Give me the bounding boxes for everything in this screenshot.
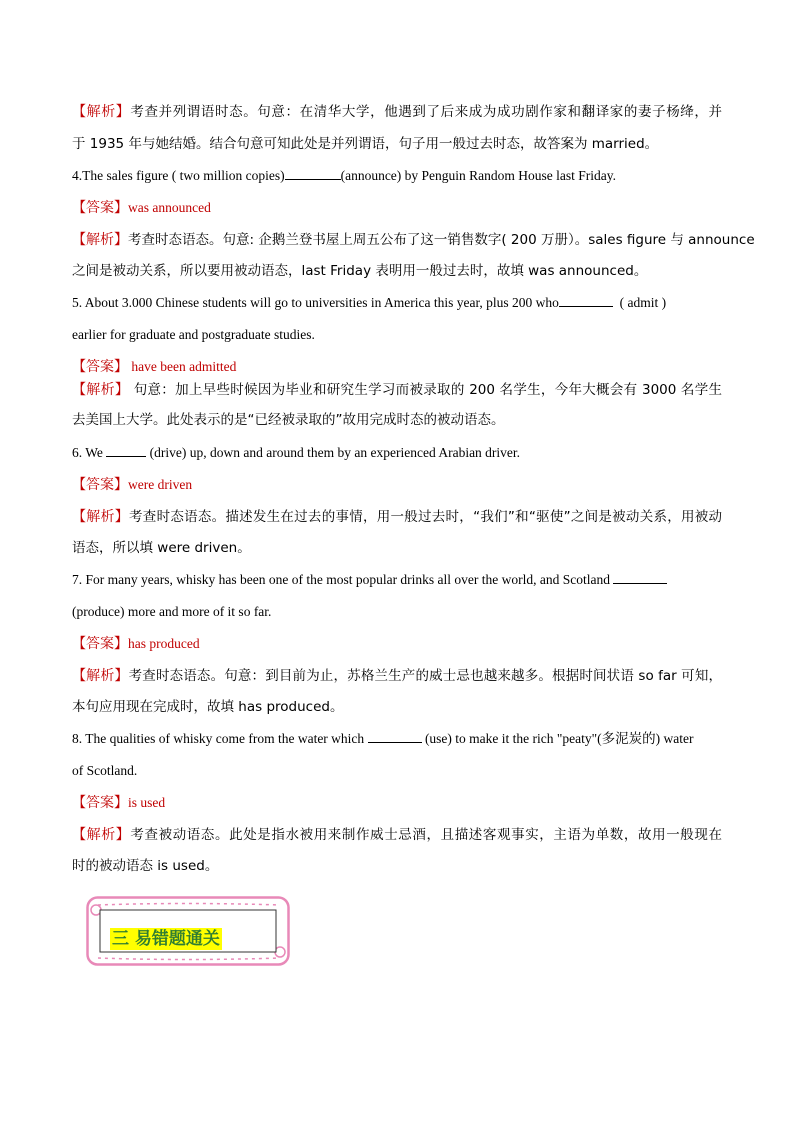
explanation-label: 【解析】: [72, 382, 130, 398]
answer-text: has produced: [128, 636, 200, 651]
question-text: ( admit ): [619, 295, 667, 310]
explanation-text: 考查时态语态。句意: 企鹅兰登书屋上周五公布了这一销售数字( 200 万册）。sales figure 与 announce: [128, 232, 755, 248]
explanation-8-cont: [72, 857, 722, 875]
explanation-7-cont: [72, 698, 722, 716]
question-text: (drive) up, down and around them by an experienced Arabian driver.: [146, 445, 521, 460]
explanation-text: 考查时态语态。句意：到目前为止，苏格兰生产的威士忌也越来越多。根据时间状语 so far 可知，: [128, 668, 723, 684]
answer-blank[interactable]: [613, 571, 667, 584]
question-text: earlier for graduate and postgraduate studies.: [72, 327, 315, 342]
question-5-cont: [72, 326, 722, 344]
answer-label: 【答案】: [72, 795, 128, 811]
explanation-text: 考查被动语态。此处是指水被用来制作威士忌酒，且描述客观事实，主语为单数，故用一般现在: [130, 827, 723, 843]
answer-text: have been admitted: [128, 359, 237, 374]
explanation-label: 【解析】: [72, 104, 131, 120]
answer-label: 【答案】: [72, 477, 128, 493]
question-7: [72, 571, 722, 589]
question-4: [72, 167, 722, 185]
explanation-4-cont: [72, 262, 722, 280]
question-6: [72, 444, 722, 462]
explanation-7: [72, 667, 722, 685]
question-text: 7. For many years, whisky has been one of the most popular drinks all over the world, and Scotland: [72, 572, 614, 587]
explanation-label: 【解析】: [72, 509, 130, 525]
answer-blank[interactable]: [285, 167, 341, 180]
question-text: (use) to make it the rich "peaty"(多泥炭的) water: [421, 731, 694, 746]
explanation-5: [72, 381, 722, 399]
explanation-text: 考查时态语态。描述发生在过去的事情，用一般过去时，“我们”和“驱使”之间是被动关系，用被动: [129, 509, 722, 525]
answer-text: is used: [128, 795, 166, 810]
question-8: [72, 730, 722, 748]
explanation-text: 考查并列谓语时态。句意：在清华大学，他遇到了后来成为成功剧作家和翻译家的妻子杨绛，并: [130, 104, 723, 120]
answer-label: 【答案】: [72, 636, 128, 652]
explanation-text: 之间是被动关系，所以要用被动语态，last Friday 表明用一般过去时，故填 was announced。: [72, 263, 648, 279]
answer-4: [72, 199, 722, 217]
answer-8: [72, 794, 722, 812]
question-8-cont: [72, 762, 722, 780]
explanation-label: 【解析】: [72, 232, 128, 248]
question-text: (announce) by Penguin Random House last Friday.: [340, 168, 617, 183]
answer-blank[interactable]: [368, 730, 422, 743]
question-text: 4.The sales figure ( two million copies): [72, 168, 285, 183]
question-text: (produce) more and more of it so far.: [72, 604, 272, 619]
explanation-4: [72, 231, 755, 249]
section-title: 三 易错题通关: [112, 929, 220, 949]
answer-text: was announced: [128, 200, 211, 215]
explanation-text: 语态，所以填 were driven。: [72, 540, 251, 556]
explanation-text: 时的被动语态 is used。: [72, 858, 219, 874]
explanation-6: [72, 508, 722, 526]
answer-blank[interactable]: [106, 444, 146, 457]
answer-text: were driven: [128, 477, 193, 492]
explanation-line: [72, 103, 722, 121]
explanation-label: 【解析】: [72, 668, 129, 684]
question-text: of Scotland.: [72, 763, 138, 778]
explanation-text: 于 1935 年与她结婚。结合句意可知此处是并列谓语，句子用一般过去时态，故答案为 married。: [72, 136, 659, 152]
explanation-6-cont: [72, 539, 722, 557]
answer-7: [72, 635, 722, 653]
question-5: [72, 294, 722, 312]
answer-label: 【答案】: [72, 200, 128, 216]
answer-label: 【答案】: [72, 359, 128, 375]
answer-6: [72, 476, 722, 494]
question-text: 6. We: [72, 445, 107, 460]
question-text: 5. About 3.000 Chinese students will go to universities in America this year, plus 200 who: [72, 295, 559, 310]
explanation-text: 句意：加上早些时候因为毕业和研究生学习而被录取的 200 名学生，今年大概会有 3000 名学生: [129, 382, 722, 398]
answer-5: [72, 358, 722, 376]
question-text: 8. The qualities of whisky come from the water which: [72, 731, 368, 746]
explanation-label: 【解析】: [72, 827, 131, 843]
explanation-text: 去美国上大学。此处表示的是“已经被录取的”故用完成时态的被动语态。: [72, 412, 505, 428]
explanation-line: [72, 135, 722, 153]
answer-blank[interactable]: [559, 294, 613, 307]
question-7-cont: [72, 603, 722, 621]
explanation-5-cont: [72, 411, 722, 429]
explanation-8: [72, 826, 722, 844]
explanation-text: 本句应用现在完成时，故填 has produced。: [72, 699, 344, 715]
